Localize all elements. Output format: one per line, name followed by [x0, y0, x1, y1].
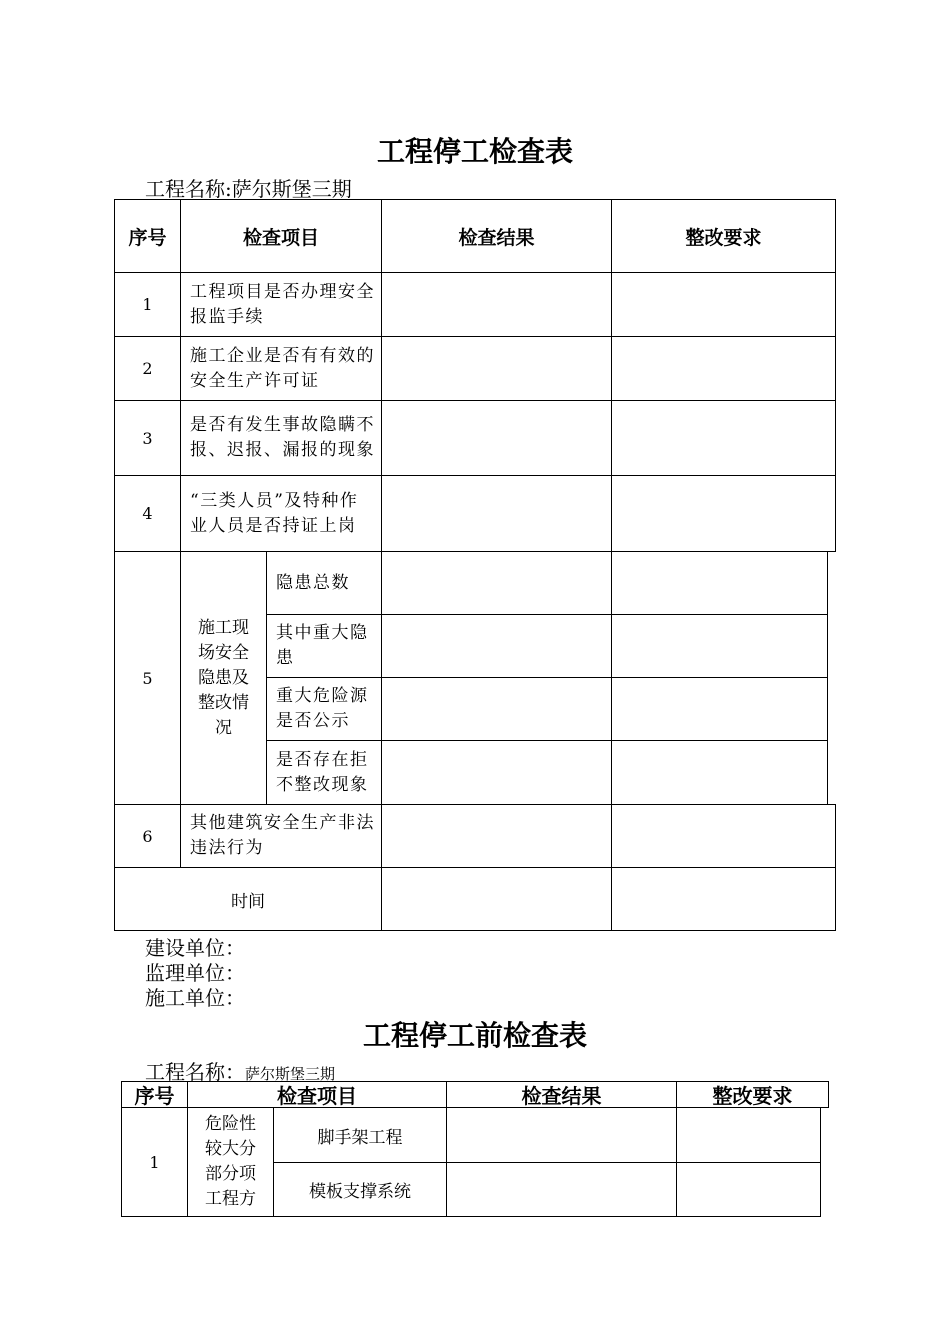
signature-supervision: 监理单位：: [145, 961, 245, 985]
row-4-num: 4: [114, 475, 181, 552]
row-6-num: 6: [114, 804, 181, 868]
row-3-num: 3: [114, 400, 181, 476]
row-5-subitem: 重大危险源是否公示: [266, 677, 382, 741]
project-name: 工程名称:萨尔斯堡三期: [145, 177, 352, 201]
row-2-item: 施工企业是否有有效的安全生产许可证: [180, 336, 382, 401]
time-result[interactable]: [381, 867, 612, 931]
header-seq: 序号: [114, 199, 181, 273]
row-5c-result[interactable]: [381, 677, 612, 741]
row-5a-result[interactable]: [381, 551, 612, 615]
time-requirement[interactable]: [611, 867, 836, 931]
row-3-item: 是否有发生事故隐瞒不报、迟报、漏报的现象: [180, 400, 382, 476]
signature-contractor: 施工单位：: [145, 986, 245, 1010]
row2-1b-result[interactable]: [446, 1162, 677, 1217]
row-1-num: 1: [114, 272, 181, 337]
row-4-result[interactable]: [381, 475, 612, 552]
row2-subitem: 模板支撑系统: [273, 1162, 447, 1217]
row2-1-num: 1: [121, 1107, 188, 1217]
row-5-subitem: 其中重大隐患: [266, 614, 382, 678]
row-1-item: 工程项目是否办理安全报监手续: [180, 272, 382, 337]
row-5b-requirement[interactable]: [611, 614, 828, 678]
header-item: 检查项目: [180, 199, 382, 273]
page-title-2: 工程停工前检查表: [362, 1019, 587, 1052]
row2-1-group: 危险性较大分部分项工程方: [187, 1107, 274, 1217]
page-title: 工程停工检查表: [376, 135, 573, 168]
row-5d-result[interactable]: [381, 740, 612, 805]
header2-item: 检查项目: [187, 1081, 447, 1108]
row-5d-requirement[interactable]: [611, 740, 828, 805]
row-5b-result[interactable]: [381, 614, 612, 678]
row-6-result[interactable]: [381, 804, 612, 868]
row-5a-requirement[interactable]: [611, 551, 828, 615]
row2-1a-requirement[interactable]: [676, 1107, 821, 1163]
row2-1a-result[interactable]: [446, 1107, 677, 1163]
time-label: 时间: [114, 867, 382, 931]
row-3-requirement[interactable]: [611, 400, 836, 476]
row2-subitem: 脚手架工程: [273, 1107, 447, 1163]
row-1-requirement[interactable]: [611, 272, 836, 337]
header-requirement: 整改要求: [611, 199, 836, 273]
row-6-requirement[interactable]: [611, 804, 836, 868]
row-5c-requirement[interactable]: [611, 677, 828, 741]
row2-1b-requirement[interactable]: [676, 1162, 821, 1217]
row-5-num: 5: [114, 551, 181, 805]
row-6-item: 其他建筑安全生产非法违法行为: [180, 804, 382, 868]
header2-result: 检查结果: [446, 1081, 677, 1108]
row-3-result[interactable]: [381, 400, 612, 476]
row-2-requirement[interactable]: [611, 336, 836, 401]
row-4-item: “三类人员”及特种作业人员是否持证上岗: [180, 475, 382, 552]
row-5-group: 施工现场安全隐患及整改情况: [180, 551, 267, 805]
row-4-requirement[interactable]: [611, 475, 836, 552]
row-2-result[interactable]: [381, 336, 612, 401]
row-5-subitem: 是否存在拒不整改现象: [266, 740, 382, 805]
project-label-2: 工程名称：: [145, 1060, 245, 1084]
row-2-num: 2: [114, 336, 181, 401]
project-value-2: 萨尔斯堡三期: [245, 1065, 336, 1083]
header-result: 检查结果: [381, 199, 612, 273]
row-5-subitem: 隐患总数: [266, 551, 382, 615]
signature-construction: 建设单位：: [145, 936, 245, 960]
row-1-result[interactable]: [381, 272, 612, 337]
header2-seq: 序号: [121, 1081, 188, 1108]
header2-requirement: 整改要求: [676, 1081, 829, 1108]
